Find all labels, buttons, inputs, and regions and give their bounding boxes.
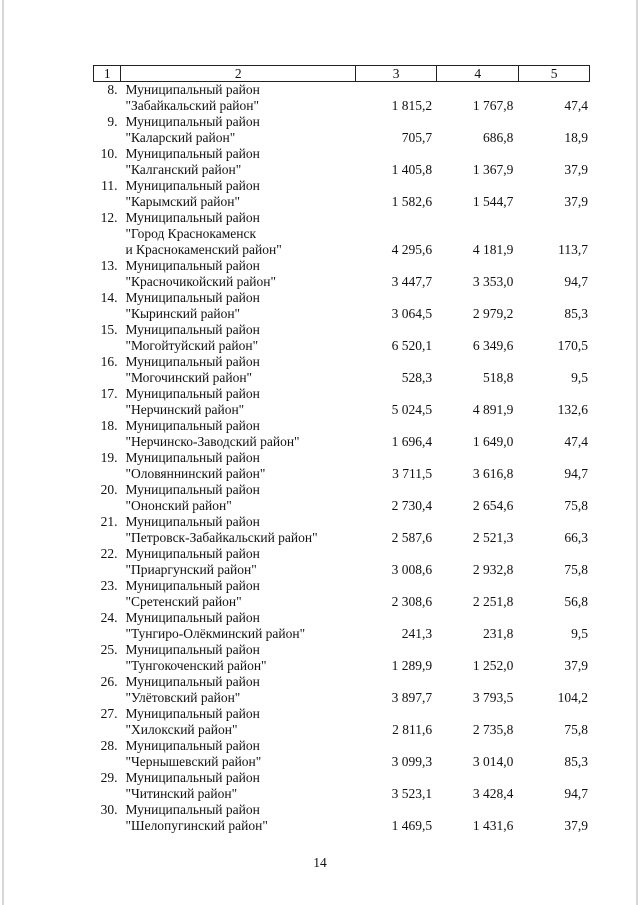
district-name <box>121 674 355 706</box>
district-name-line: Муниципальный район <box>125 322 260 337</box>
table-row <box>93 706 590 738</box>
value-col-5: 37,9 <box>564 194 588 209</box>
table-row <box>93 514 590 546</box>
district-name-line: "Чернышевский район" <box>125 754 262 769</box>
value-col-4: 3 014,0 <box>472 754 514 769</box>
value-col-4: 3 428,4 <box>472 786 514 801</box>
value-col-3: 1 815,2 <box>391 98 433 113</box>
district-name-line: Муниципальный район <box>125 290 260 305</box>
table-row <box>93 482 590 514</box>
table-row <box>93 354 590 386</box>
value-col-3: 2 587,6 <box>391 530 433 545</box>
district-name-line: Муниципальный район <box>125 210 260 225</box>
value-col-5: 85,3 <box>564 754 588 769</box>
value-col-4: 1 252,0 <box>472 658 514 673</box>
table-row <box>93 418 590 450</box>
header-col-4: 4 <box>437 65 519 82</box>
value-col-5: 66,3 <box>564 530 588 545</box>
district-name <box>121 642 355 674</box>
table-row <box>93 802 590 834</box>
value-col-4: 4 891,9 <box>472 402 514 417</box>
district-name-line: "Петровск-Забайкальский район" <box>125 530 318 545</box>
value-col-4: 518,8 <box>482 370 514 385</box>
row-number: 20. <box>100 482 118 497</box>
district-name-line: "Хилокский район" <box>125 722 238 737</box>
table-row <box>93 146 590 178</box>
district-name <box>121 706 355 738</box>
value-col-4: 1 367,9 <box>472 162 514 177</box>
district-name <box>121 146 355 178</box>
district-name-line: "Ононский район" <box>125 498 232 513</box>
district-name-line: Муниципальный район <box>125 738 260 753</box>
page-number: 14 <box>313 855 327 870</box>
district-name-line: Муниципальный район <box>125 802 260 817</box>
district-name-line: Муниципальный район <box>125 642 260 657</box>
row-number: 26. <box>100 674 118 689</box>
table-row <box>93 178 590 210</box>
row-number: 12. <box>100 210 118 225</box>
table-row <box>93 82 590 114</box>
district-name-line: Муниципальный район <box>125 354 260 369</box>
row-number: 8. <box>107 82 118 97</box>
row-number: 15. <box>100 322 118 337</box>
district-name <box>121 354 355 386</box>
value-col-5: 9,5 <box>571 370 588 385</box>
value-col-5: 56,8 <box>564 594 588 609</box>
district-name-line: "Сретенский район" <box>125 594 242 609</box>
district-name-line: "Красночикойский район" <box>125 274 277 289</box>
row-number: 14. <box>100 290 118 305</box>
value-col-3: 705,7 <box>401 130 433 145</box>
district-name-line: "Шелопугинский район" <box>125 818 268 833</box>
row-number: 17. <box>100 386 118 401</box>
value-col-3: 3 008,6 <box>391 562 433 577</box>
table-body <box>93 82 590 834</box>
district-name-line: Муниципальный район <box>125 178 260 193</box>
district-name-line: "Тунгокоченский район" <box>125 658 267 673</box>
value-col-3: 3 447,7 <box>391 274 433 289</box>
value-col-3: 528,3 <box>401 370 433 385</box>
value-col-3: 3 064,5 <box>391 306 433 321</box>
table-row <box>93 258 590 290</box>
value-col-4: 1 767,8 <box>472 98 514 113</box>
value-col-3: 1 405,8 <box>391 162 433 177</box>
district-name-line: "Могочинский район" <box>125 370 253 385</box>
value-col-4: 2 251,8 <box>472 594 514 609</box>
district-name <box>121 738 355 770</box>
value-col-5: 104,2 <box>557 690 588 705</box>
row-number: 11. <box>101 178 118 193</box>
value-col-3: 1 582,6 <box>391 194 433 209</box>
table-row <box>93 386 590 418</box>
value-col-3: 2 730,4 <box>391 498 433 513</box>
header-col-2: 2 <box>121 65 356 82</box>
table-row <box>93 114 590 146</box>
value-col-4: 2 735,8 <box>472 722 514 737</box>
table-row <box>93 770 590 802</box>
value-col-4: 686,8 <box>482 130 514 145</box>
row-number: 21. <box>100 514 118 529</box>
budget-table <box>93 65 590 834</box>
district-name <box>121 482 355 514</box>
district-name-line: "Тунгиро-Олёкминский район" <box>125 626 306 641</box>
district-name-line: Муниципальный район <box>125 258 260 273</box>
table-row <box>93 210 590 258</box>
value-col-4: 2 932,8 <box>472 562 514 577</box>
district-name-line: "Забайкальский район" <box>125 98 259 113</box>
row-number: 19. <box>100 450 118 465</box>
district-name-line: "Приаргунский район" <box>125 562 257 577</box>
value-col-3: 1 289,9 <box>391 658 433 673</box>
district-name-line: "Улётовский район" <box>125 690 241 705</box>
district-name-line: Муниципальный район <box>125 674 260 689</box>
table-row <box>93 642 590 674</box>
row-number: 23. <box>100 578 118 593</box>
row-number: 16. <box>100 354 118 369</box>
district-name-line: Муниципальный район <box>125 482 260 497</box>
value-col-3: 3 897,7 <box>391 690 433 705</box>
district-name-line: "Каларский район" <box>125 130 236 145</box>
district-name-line: Муниципальный район <box>125 114 260 129</box>
table-row <box>93 450 590 482</box>
district-name-line: и Краснокаменский район" <box>125 242 282 257</box>
value-col-4: 1 544,7 <box>472 194 514 209</box>
district-name <box>121 514 355 546</box>
value-col-4: 3 616,8 <box>472 466 514 481</box>
value-col-3: 3 099,3 <box>391 754 433 769</box>
district-name-line: Муниципальный район <box>125 546 260 561</box>
row-number: 18. <box>100 418 118 433</box>
district-name <box>121 258 355 290</box>
value-col-5: 132,6 <box>557 402 588 417</box>
header-col-1: 1 <box>93 65 121 82</box>
value-col-3: 1 696,4 <box>391 434 433 449</box>
district-name <box>121 290 355 322</box>
table-header-row <box>93 65 590 82</box>
value-col-5: 94,7 <box>564 786 588 801</box>
district-name-line: "Нерчинско-Заводский район" <box>125 434 300 449</box>
value-col-5: 18,9 <box>564 130 588 145</box>
row-number: 29. <box>100 770 118 785</box>
value-col-5: 170,5 <box>557 338 588 353</box>
district-name <box>121 610 355 642</box>
value-col-3: 1 469,5 <box>391 818 433 833</box>
district-name <box>121 418 355 450</box>
district-name-line: "Калганский район" <box>125 162 242 177</box>
district-name <box>121 210 355 258</box>
value-col-3: 5 024,5 <box>391 402 433 417</box>
row-number: 30. <box>100 802 118 817</box>
district-name-line: Муниципальный район <box>125 706 260 721</box>
district-name <box>121 770 355 802</box>
value-col-4: 231,8 <box>482 626 514 641</box>
scan-edge-right <box>636 0 638 905</box>
value-col-5: 47,4 <box>564 434 588 449</box>
district-name-line: Муниципальный район <box>125 514 260 529</box>
value-col-5: 75,8 <box>564 722 588 737</box>
table-row <box>93 578 590 610</box>
district-name-line: Муниципальный район <box>125 770 260 785</box>
value-col-5: 9,5 <box>571 626 588 641</box>
value-col-4: 6 349,6 <box>472 338 514 353</box>
table-row <box>93 738 590 770</box>
district-name-line: Муниципальный район <box>125 386 260 401</box>
district-name-line: "Нерчинский район" <box>125 402 245 417</box>
value-col-4: 3 353,0 <box>472 274 514 289</box>
value-col-5: 75,8 <box>564 562 588 577</box>
district-name <box>121 114 355 146</box>
value-col-4: 1 649,0 <box>472 434 514 449</box>
district-name-line: "Кыринский район" <box>125 306 241 321</box>
value-col-4: 2 979,2 <box>472 306 514 321</box>
table-row <box>93 674 590 706</box>
table-row <box>93 610 590 642</box>
table-row <box>93 546 590 578</box>
district-name <box>121 82 355 114</box>
value-col-4: 3 793,5 <box>472 690 514 705</box>
header-col-5: 5 <box>519 65 590 82</box>
value-col-5: 75,8 <box>564 498 588 513</box>
district-name-line: Муниципальный район <box>125 82 260 97</box>
value-col-3: 3 711,5 <box>392 466 433 481</box>
value-col-3: 4 295,6 <box>391 242 433 257</box>
scan-edge-left <box>2 0 4 905</box>
value-col-3: 2 308,6 <box>391 594 433 609</box>
row-number: 27. <box>100 706 118 721</box>
value-col-5: 47,4 <box>564 98 588 113</box>
district-name-line: Муниципальный район <box>125 578 260 593</box>
value-col-4: 1 431,6 <box>472 818 514 833</box>
district-name <box>121 386 355 418</box>
value-col-4: 2 521,3 <box>472 530 514 545</box>
district-name <box>121 546 355 578</box>
table-row <box>93 290 590 322</box>
district-name <box>121 802 355 834</box>
value-col-5: 85,3 <box>564 306 588 321</box>
value-col-4: 4 181,9 <box>472 242 514 257</box>
row-number: 13. <box>100 258 118 273</box>
table-row <box>93 322 590 354</box>
value-col-5: 37,9 <box>564 162 588 177</box>
value-col-5: 94,7 <box>564 466 588 481</box>
district-name <box>121 450 355 482</box>
value-col-4: 2 654,6 <box>472 498 514 513</box>
district-name-line: Муниципальный район <box>125 418 260 433</box>
district-name <box>121 178 355 210</box>
district-name-line: "Карымский район" <box>125 194 240 209</box>
district-name-line: "Город Краснокаменск <box>125 226 257 241</box>
value-col-5: 37,9 <box>564 818 588 833</box>
row-number: 24. <box>100 610 118 625</box>
row-number: 9. <box>107 114 118 129</box>
row-number: 22. <box>100 546 118 561</box>
district-name <box>121 322 355 354</box>
district-name-line: Муниципальный район <box>125 146 260 161</box>
district-name <box>121 578 355 610</box>
district-name-line: Муниципальный район <box>125 610 260 625</box>
row-number: 10. <box>100 146 118 161</box>
header-col-3: 3 <box>356 65 437 82</box>
value-col-5: 94,7 <box>564 274 588 289</box>
value-col-3: 2 811,6 <box>392 722 433 737</box>
district-name-line: "Могойтуйский район" <box>125 338 259 353</box>
district-name-line: "Оловяннинский район" <box>125 466 266 481</box>
value-col-5: 113,7 <box>558 242 588 257</box>
row-number: 28. <box>100 738 118 753</box>
district-name-line: Муниципальный район <box>125 450 260 465</box>
row-number: 25. <box>100 642 118 657</box>
value-col-3: 241,3 <box>401 626 433 641</box>
district-name-line: "Читинский район" <box>125 786 238 801</box>
value-col-3: 3 523,1 <box>391 786 433 801</box>
value-col-5: 37,9 <box>564 658 588 673</box>
value-col-3: 6 520,1 <box>391 338 433 353</box>
